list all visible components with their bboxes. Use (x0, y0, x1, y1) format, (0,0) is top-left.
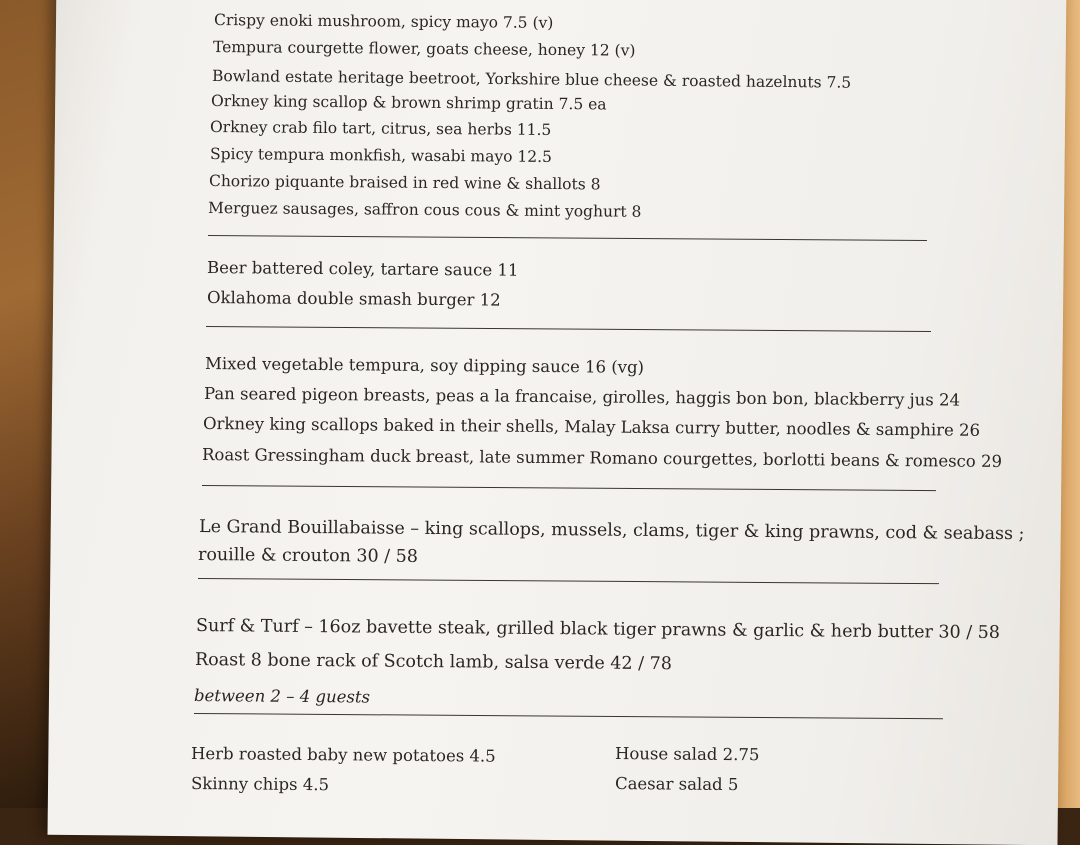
menu-item: Beer battered coley, tartare sauce 11 (206, 258, 519, 280)
menu-item: Bowland estate heritage beetroot, Yorkshire blue cheese & roasted hazelnuts 7.5 (211, 67, 852, 92)
menu-item: Orkney king scallop & brown shrimp gratin 7.5 ea (210, 92, 607, 114)
menu-item: Orkney crab filo tart, citrus, sea herbs 11.5 (209, 118, 552, 139)
side-item: Herb roasted baby new potatoes 4.5 (190, 744, 496, 766)
menu-item: Le Grand Bouillabaisse – king scallops, mussels, clams, tiger & king prawns, cod & seabass ; (198, 517, 1025, 545)
section-divider (208, 235, 927, 241)
menu-item: Spicy tempura monkfish, wasabi mayo 12.5 (209, 145, 553, 166)
sharing-note: between 2 – 4 guests (193, 686, 371, 707)
menu-item: Surf & Turf – 16oz bavette steak, grilled black tiger prawns & garlic & herb butter 30 / 58 (195, 616, 1001, 644)
menu-item: Orkney king scallops baked in their shells, Malay Laksa curry butter, noodles & samphire 26 (202, 414, 981, 440)
section-divider (206, 326, 931, 332)
menu-item: Pan seared pigeon breasts, peas a la francaise, girolles, haggis bon bon, blackberry jus 24 (203, 384, 961, 410)
menu-item: Roast 8 bone rack of Scotch lamb, salsa verde 42 / 78 (194, 650, 672, 675)
section-divider (198, 578, 939, 584)
section-divider (194, 713, 943, 719)
menu-item: Crispy enoki mushroom, spicy mayo 7.5 (v) (213, 11, 554, 32)
menu-item: Mixed vegetable tempura, soy dipping sauce 16 (vg) (204, 354, 645, 377)
menu-item: Merguez sausages, saffron cous cous & mint yoghurt 8 (207, 199, 642, 221)
menu-item-continuation: rouille & crouton 30 / 58 (197, 545, 419, 567)
menu-item: Chorizo piquante braised in red wine & shallots 8 (208, 172, 601, 194)
menu-item: Tempura courgette flower, goats cheese, honey 12 (v) (212, 38, 636, 60)
menu-item: Oklahoma double smash burger 12 (206, 288, 501, 310)
section-divider (202, 485, 936, 491)
side-item: Skinny chips 4.5 (190, 774, 330, 795)
side-item: House salad 2.75 (614, 744, 760, 765)
side-item: Caesar salad 5 (614, 774, 739, 795)
menu-item: Roast Gressingham duck breast, late summer Romano courgettes, borlotti beans & romesco 29 (201, 445, 1003, 471)
